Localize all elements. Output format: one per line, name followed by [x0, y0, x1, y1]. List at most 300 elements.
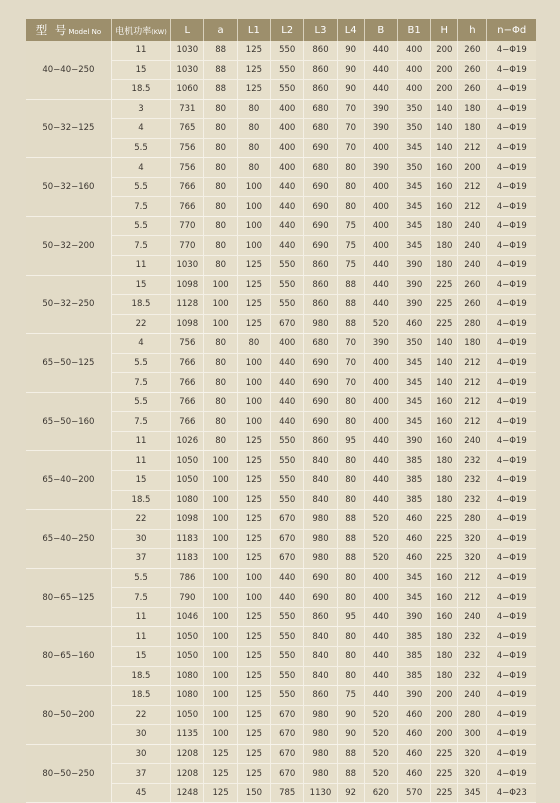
model-number-cell: 50−32−160	[26, 158, 111, 217]
dimension-cell: 4−Φ19	[487, 353, 536, 373]
dimension-cell: 520	[364, 510, 397, 530]
table-row	[26, 158, 536, 178]
dimension-cell: 100	[204, 686, 237, 706]
dimension-cell: 766	[171, 197, 204, 217]
dimension-cell: 125	[237, 744, 270, 764]
table-row	[26, 627, 536, 647]
power-cell: 18.5	[111, 666, 170, 686]
dimension-cell: 4−Φ19	[487, 529, 536, 549]
power-cell: 15	[111, 646, 170, 666]
dimension-cell: 260	[458, 80, 487, 100]
dimension-cell: 400	[271, 158, 304, 178]
header-model	[26, 19, 111, 41]
dimension-cell: 460	[397, 744, 430, 764]
header-col-l1: L1	[237, 19, 270, 41]
dimension-cell: 125	[237, 529, 270, 549]
dimension-cell: 260	[458, 60, 487, 80]
dimension-cell: 232	[458, 451, 487, 471]
model-number-cell: 65−50−125	[26, 334, 111, 393]
dimension-cell: 90	[337, 41, 364, 60]
dimension-cell: 160	[431, 177, 458, 197]
dimension-cell: 125	[237, 275, 270, 295]
dimension-cell: 520	[364, 764, 397, 784]
dimension-cell: 1050	[171, 471, 204, 491]
dimension-cell: 860	[304, 60, 337, 80]
power-cell: 11	[111, 41, 170, 60]
dimension-cell: 550	[271, 41, 304, 60]
dimension-cell: 550	[271, 666, 304, 686]
dimension-cell: 4−Φ19	[487, 275, 536, 295]
dimension-cell: 440	[271, 216, 304, 236]
power-cell: 11	[111, 256, 170, 276]
dimension-cell: 125	[237, 549, 270, 569]
dimension-cell: 80	[337, 392, 364, 412]
dimension-cell: 670	[271, 764, 304, 784]
dimension-cell: 240	[458, 256, 487, 276]
dimension-cell: 4−Φ19	[487, 158, 536, 178]
table-row	[26, 686, 536, 706]
dimension-cell: 840	[304, 666, 337, 686]
dimension-cell: 4−Φ19	[487, 392, 536, 412]
power-cell: 18.5	[111, 686, 170, 706]
dimension-cell: 160	[431, 392, 458, 412]
dimension-cell: 70	[337, 373, 364, 393]
dimension-cell: 550	[271, 431, 304, 451]
dimension-cell: 980	[304, 529, 337, 549]
dimension-cell: 1098	[171, 510, 204, 530]
table-body	[26, 41, 536, 803]
dimension-cell: 400	[364, 412, 397, 432]
dimension-cell: 80	[204, 158, 237, 178]
dimension-cell: 160	[431, 412, 458, 432]
dimension-cell: 125	[237, 627, 270, 647]
dimension-cell: 80	[337, 568, 364, 588]
dimension-cell: 4−Φ19	[487, 490, 536, 510]
dimension-cell: 180	[431, 490, 458, 510]
dimension-cell: 1130	[304, 783, 337, 803]
dimension-cell: 400	[364, 197, 397, 217]
dimension-cell: 4−Φ19	[487, 764, 536, 784]
dimension-cell: 980	[304, 510, 337, 530]
power-cell: 11	[111, 451, 170, 471]
dimension-cell: 125	[237, 490, 270, 510]
dimension-cell: 670	[271, 510, 304, 530]
dimension-cell: 440	[271, 568, 304, 588]
dimension-cell: 345	[397, 236, 430, 256]
dimension-cell: 212	[458, 412, 487, 432]
dimension-cell: 690	[304, 568, 337, 588]
dimension-cell: 70	[337, 334, 364, 354]
dimension-cell: 390	[397, 256, 430, 276]
dimension-cell: 345	[397, 216, 430, 236]
dimension-cell: 1030	[171, 60, 204, 80]
dimension-cell: 100	[204, 568, 237, 588]
power-cell: 37	[111, 764, 170, 784]
dimension-cell: 232	[458, 646, 487, 666]
dimension-cell: 160	[431, 431, 458, 451]
dimension-cell: 100	[237, 177, 270, 197]
dimension-cell: 460	[397, 549, 430, 569]
power-cell: 4	[111, 119, 170, 139]
dimension-cell: 125	[237, 607, 270, 627]
dimension-cell: 400	[271, 138, 304, 158]
dimension-cell: 690	[304, 392, 337, 412]
pump-dimension-table	[26, 19, 536, 803]
dimension-cell: 4−Φ19	[487, 744, 536, 764]
dimension-cell: 1183	[171, 549, 204, 569]
dimension-cell: 350	[397, 119, 430, 139]
model-number-cell: 80−65−160	[26, 627, 111, 686]
dimension-cell: 90	[337, 725, 364, 745]
dimension-cell: 440	[271, 197, 304, 217]
dimension-cell: 320	[458, 529, 487, 549]
dimension-cell: 80	[237, 334, 270, 354]
header-power-cn: 电机功率	[115, 26, 152, 37]
power-cell: 15	[111, 60, 170, 80]
dimension-cell: 860	[304, 256, 337, 276]
power-cell: 5.5	[111, 216, 170, 236]
dimension-cell: 88	[204, 60, 237, 80]
dimension-cell: 345	[397, 197, 430, 217]
dimension-cell: 70	[337, 119, 364, 139]
dimension-cell: 88	[337, 510, 364, 530]
dimension-cell: 4−Φ19	[487, 607, 536, 627]
dimension-cell: 670	[271, 549, 304, 569]
dimension-cell: 840	[304, 627, 337, 647]
power-cell: 30	[111, 725, 170, 745]
power-cell: 11	[111, 607, 170, 627]
dimension-cell: 460	[397, 510, 430, 530]
dimension-cell: 80	[237, 158, 270, 178]
dimension-cell: 440	[271, 236, 304, 256]
dimension-cell: 390	[397, 686, 430, 706]
dimension-cell: 100	[204, 646, 237, 666]
model-number-cell: 65−40−250	[26, 510, 111, 569]
dimension-cell: 4−Φ19	[487, 705, 536, 725]
header-col-l2: L2	[271, 19, 304, 41]
dimension-cell: 212	[458, 138, 487, 158]
dimension-cell: 400	[397, 80, 430, 100]
dimension-cell: 4−Φ19	[487, 314, 536, 334]
dimension-cell: 140	[431, 334, 458, 354]
dimension-cell: 690	[304, 353, 337, 373]
dimension-cell: 4−Φ19	[487, 197, 536, 217]
dimension-cell: 240	[458, 236, 487, 256]
dimension-cell: 4−Φ19	[487, 119, 536, 139]
dimension-cell: 440	[271, 373, 304, 393]
dimension-cell: 88	[337, 275, 364, 295]
dimension-cell: 225	[431, 744, 458, 764]
dimension-cell: 80	[204, 256, 237, 276]
header-col-a: a	[204, 19, 237, 41]
dimension-cell: 390	[364, 158, 397, 178]
dimension-cell: 1208	[171, 744, 204, 764]
dimension-cell: 4−Φ19	[487, 510, 536, 530]
dimension-cell: 520	[364, 705, 397, 725]
dimension-cell: 160	[431, 588, 458, 608]
dimension-cell: 4−Φ19	[487, 80, 536, 100]
dimension-cell: 670	[271, 529, 304, 549]
dimension-cell: 1098	[171, 314, 204, 334]
dimension-cell: 225	[431, 295, 458, 315]
dimension-cell: 756	[171, 334, 204, 354]
dimension-cell: 4−Φ19	[487, 588, 536, 608]
dimension-cell: 345	[397, 588, 430, 608]
dimension-cell: 4−Φ19	[487, 334, 536, 354]
dimension-cell: 100	[204, 705, 237, 725]
dimension-cell: 80	[204, 236, 237, 256]
dimension-cell: 80	[204, 334, 237, 354]
dimension-cell: 1030	[171, 256, 204, 276]
dimension-cell: 440	[364, 60, 397, 80]
dimension-cell: 212	[458, 353, 487, 373]
dimension-cell: 88	[204, 80, 237, 100]
dimension-cell: 80	[337, 451, 364, 471]
power-cell: 11	[111, 627, 170, 647]
dimension-cell: 80	[204, 99, 237, 119]
dimension-cell: 160	[431, 197, 458, 217]
dimension-cell: 680	[304, 99, 337, 119]
header-row	[26, 19, 536, 41]
header-col-b1: B1	[397, 19, 430, 41]
dimension-cell: 200	[431, 725, 458, 745]
dimension-cell: 4−Φ19	[487, 373, 536, 393]
dimension-cell: 390	[364, 99, 397, 119]
dimension-cell: 160	[431, 607, 458, 627]
dimension-cell: 88	[337, 764, 364, 784]
spec-sheet	[26, 19, 536, 803]
dimension-cell: 400	[364, 568, 397, 588]
dimension-cell: 860	[304, 275, 337, 295]
dimension-cell: 140	[431, 99, 458, 119]
dimension-cell: 550	[271, 471, 304, 491]
dimension-cell: 840	[304, 451, 337, 471]
dimension-cell: 4−Φ19	[487, 138, 536, 158]
dimension-cell: 766	[171, 392, 204, 412]
dimension-cell: 390	[364, 334, 397, 354]
power-cell: 30	[111, 529, 170, 549]
dimension-cell: 385	[397, 666, 430, 686]
dimension-cell: 125	[237, 41, 270, 60]
dimension-cell: 790	[171, 588, 204, 608]
dimension-cell: 225	[431, 529, 458, 549]
dimension-cell: 180	[431, 666, 458, 686]
dimension-cell: 180	[458, 334, 487, 354]
dimension-cell: 100	[204, 725, 237, 745]
dimension-cell: 440	[364, 451, 397, 471]
dimension-cell: 90	[337, 80, 364, 100]
dimension-cell: 150	[237, 783, 270, 803]
dimension-cell: 80	[237, 119, 270, 139]
dimension-cell: 125	[204, 764, 237, 784]
dimension-cell: 80	[337, 588, 364, 608]
dimension-cell: 680	[304, 334, 337, 354]
dimension-cell: 400	[364, 177, 397, 197]
power-cell: 37	[111, 549, 170, 569]
dimension-cell: 200	[431, 41, 458, 60]
dimension-cell: 1050	[171, 646, 204, 666]
dimension-cell: 756	[171, 158, 204, 178]
dimension-cell: 385	[397, 627, 430, 647]
dimension-cell: 75	[337, 216, 364, 236]
model-number-cell: 50−32−125	[26, 99, 111, 158]
dimension-cell: 690	[304, 177, 337, 197]
dimension-cell: 690	[304, 588, 337, 608]
dimension-cell: 1050	[171, 451, 204, 471]
dimension-cell: 80	[337, 471, 364, 491]
dimension-cell: 95	[337, 431, 364, 451]
dimension-cell: 125	[237, 451, 270, 471]
dimension-cell: 320	[458, 744, 487, 764]
dimension-cell: 232	[458, 666, 487, 686]
dimension-cell: 1026	[171, 431, 204, 451]
dimension-cell: 225	[431, 764, 458, 784]
dimension-cell: 4−Φ19	[487, 451, 536, 471]
dimension-cell: 100	[204, 471, 237, 491]
dimension-cell: 440	[364, 256, 397, 276]
model-number-cell: 80−50−250	[26, 744, 111, 803]
dimension-cell: 320	[458, 549, 487, 569]
dimension-cell: 180	[458, 119, 487, 139]
dimension-cell: 385	[397, 471, 430, 491]
dimension-cell: 212	[458, 373, 487, 393]
dimension-cell: 88	[337, 295, 364, 315]
dimension-cell: 280	[458, 705, 487, 725]
dimension-cell: 240	[458, 607, 487, 627]
dimension-cell: 1050	[171, 627, 204, 647]
dimension-cell: 80	[204, 431, 237, 451]
table-row	[26, 392, 536, 412]
dimension-cell: 200	[458, 158, 487, 178]
power-cell: 4	[111, 334, 170, 354]
dimension-cell: 180	[431, 256, 458, 276]
dimension-cell: 100	[237, 236, 270, 256]
dimension-cell: 860	[304, 607, 337, 627]
table-row	[26, 510, 536, 530]
dimension-cell: 680	[304, 119, 337, 139]
dimension-cell: 550	[271, 490, 304, 510]
dimension-cell: 4−Φ19	[487, 216, 536, 236]
dimension-cell: 345	[397, 138, 430, 158]
dimension-cell: 550	[271, 451, 304, 471]
dimension-cell: 690	[304, 412, 337, 432]
dimension-cell: 400	[397, 60, 430, 80]
dimension-cell: 670	[271, 314, 304, 334]
dimension-cell: 4−Φ19	[487, 236, 536, 256]
power-cell: 7.5	[111, 236, 170, 256]
dimension-cell: 350	[397, 99, 430, 119]
dimension-cell: 125	[237, 314, 270, 334]
dimension-cell: 1183	[171, 529, 204, 549]
dimension-cell: 180	[431, 451, 458, 471]
dimension-cell: 390	[397, 607, 430, 627]
power-cell: 5.5	[111, 177, 170, 197]
header-col-h-upper: H	[431, 19, 458, 41]
dimension-cell: 180	[431, 236, 458, 256]
dimension-cell: 80	[337, 490, 364, 510]
dimension-cell: 320	[458, 764, 487, 784]
dimension-cell: 90	[337, 60, 364, 80]
dimension-cell: 125	[237, 295, 270, 315]
dimension-cell: 88	[337, 744, 364, 764]
dimension-cell: 765	[171, 119, 204, 139]
power-cell: 5.5	[111, 353, 170, 373]
dimension-cell: 440	[271, 353, 304, 373]
dimension-cell: 980	[304, 725, 337, 745]
dimension-cell: 4−Φ19	[487, 686, 536, 706]
dimension-cell: 440	[271, 177, 304, 197]
dimension-cell: 4−Φ19	[487, 549, 536, 569]
dimension-cell: 260	[458, 295, 487, 315]
table-row	[26, 568, 536, 588]
dimension-cell: 690	[304, 216, 337, 236]
dimension-cell: 440	[364, 666, 397, 686]
dimension-cell: 4−Φ19	[487, 177, 536, 197]
dimension-cell: 100	[204, 529, 237, 549]
table-header	[26, 19, 536, 41]
dimension-cell: 980	[304, 744, 337, 764]
power-cell: 18.5	[111, 295, 170, 315]
table-row	[26, 99, 536, 119]
dimension-cell: 770	[171, 236, 204, 256]
dimension-cell: 200	[431, 686, 458, 706]
dimension-cell: 180	[431, 627, 458, 647]
dimension-cell: 440	[271, 588, 304, 608]
power-cell: 15	[111, 471, 170, 491]
dimension-cell: 100	[204, 588, 237, 608]
dimension-cell: 350	[397, 334, 430, 354]
dimension-cell: 80	[204, 373, 237, 393]
dimension-cell: 140	[431, 119, 458, 139]
dimension-cell: 440	[271, 392, 304, 412]
dimension-cell: 550	[271, 256, 304, 276]
power-cell: 4	[111, 158, 170, 178]
dimension-cell: 70	[337, 99, 364, 119]
dimension-cell: 125	[237, 686, 270, 706]
dimension-cell: 125	[237, 510, 270, 530]
power-cell: 5.5	[111, 568, 170, 588]
dimension-cell: 125	[237, 471, 270, 491]
dimension-cell: 80	[204, 138, 237, 158]
power-cell: 30	[111, 744, 170, 764]
dimension-cell: 390	[364, 119, 397, 139]
dimension-cell: 1248	[171, 783, 204, 803]
dimension-cell: 125	[204, 783, 237, 803]
dimension-cell: 80	[204, 412, 237, 432]
dimension-cell: 440	[364, 295, 397, 315]
dimension-cell: 100	[237, 588, 270, 608]
dimension-cell: 1128	[171, 295, 204, 315]
dimension-cell: 100	[204, 451, 237, 471]
dimension-cell: 460	[397, 705, 430, 725]
dimension-cell: 400	[271, 119, 304, 139]
dimension-cell: 280	[458, 314, 487, 334]
dimension-cell: 860	[304, 686, 337, 706]
dimension-cell: 980	[304, 764, 337, 784]
header-col-l: L	[171, 19, 204, 41]
dimension-cell: 345	[397, 412, 430, 432]
dimension-cell: 180	[431, 646, 458, 666]
power-cell: 7.5	[111, 588, 170, 608]
dimension-cell: 756	[171, 138, 204, 158]
power-cell: 18.5	[111, 80, 170, 100]
dimension-cell: 690	[304, 197, 337, 217]
dimension-cell: 1080	[171, 666, 204, 686]
header-power	[111, 19, 170, 41]
dimension-cell: 400	[364, 353, 397, 373]
dimension-cell: 180	[458, 99, 487, 119]
dimension-cell: 4−Φ19	[487, 99, 536, 119]
